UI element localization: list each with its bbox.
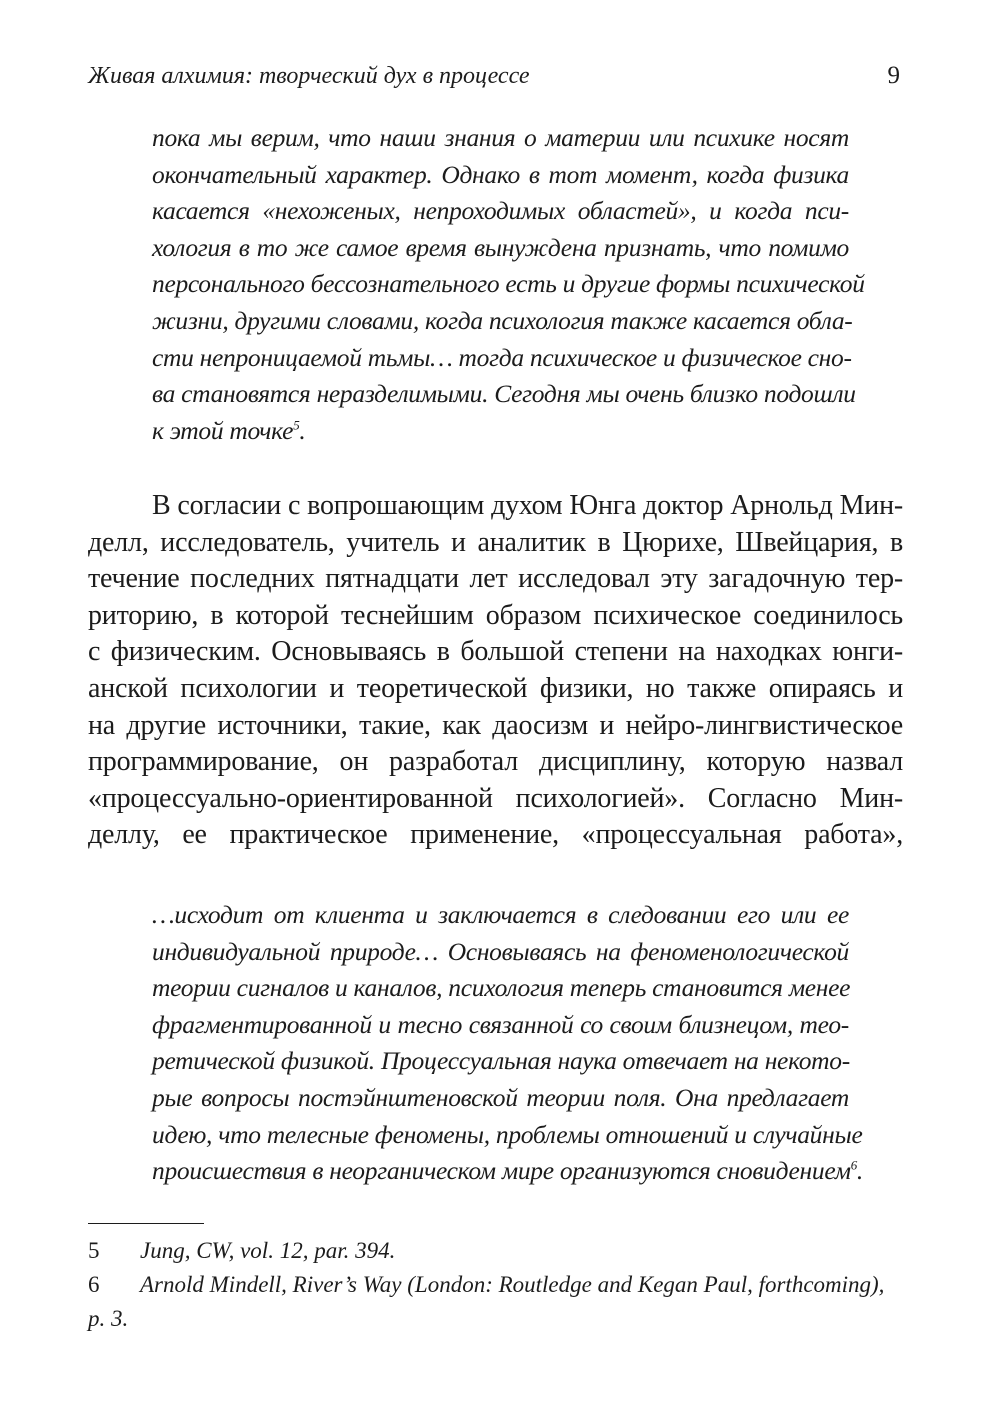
quote-line: идею, что телесные феномены, проблемы отношений и случайные xyxy=(152,1119,863,1149)
footnote-line xyxy=(88,1268,903,1302)
quote-line: окончательный характер. Однако в тот момент, когда физика xyxy=(152,159,849,189)
footnote-continuation: p. 3. xyxy=(88,1306,129,1331)
running-head xyxy=(88,58,908,94)
quote-line-text: к этой точке xyxy=(152,415,294,445)
quote-line: теории сигналов и каналов, психология теперь становится менее xyxy=(152,973,851,1003)
block-quote-jung xyxy=(152,120,865,449)
running-title: Живая алхимия: творческий дух в процессе xyxy=(88,63,530,89)
block-quote-mindell xyxy=(152,897,863,1190)
quote-line: рые вопросы постэйнштеновской теории поля. Она предлагает xyxy=(152,1082,849,1112)
quote-last-line xyxy=(152,413,849,450)
body-line: «процессуально-ориентированной психологией». Согласно Мин- xyxy=(88,782,903,814)
quote-line: касается «нехоженых, непроходимых областей», и когда пси- xyxy=(152,196,849,226)
quote-end-punct: . xyxy=(299,415,306,445)
quote-line: персонального бессознательного есть и другие формы психической xyxy=(152,269,865,299)
body-line: программирование, он разработал дисциплину, которую назвал xyxy=(88,746,903,778)
quote-line: фрагментированной и тесно связанной со своим близнецом, тео- xyxy=(152,1009,849,1039)
footnote-ref-5[interactable]: 5 xyxy=(293,417,300,433)
footnote-6 xyxy=(88,1268,903,1336)
quote-last-line xyxy=(152,1153,863,1190)
footnote-text: Jung, CW, vol. 12, par. 394. xyxy=(140,1238,396,1263)
body-line: течение последних пятнадцати лет исследовал эту загадочную тер- xyxy=(88,563,903,595)
footnotes xyxy=(88,1234,903,1336)
footnote-text: Arnold Mindell, River’s Way (London: Routledge and Kegan Paul, forthcoming), xyxy=(140,1272,885,1297)
quote-line: индивидуальной природе… Основываясь на феноменологической xyxy=(152,936,849,966)
footnote-number: 5 xyxy=(88,1238,100,1263)
body-line: деллу, ее практическое применение, «процессуальная работа», xyxy=(88,819,903,851)
body-line: с физическим. Основываясь в большой степени на находках юнги- xyxy=(88,636,903,668)
quote-line: хология в то же самое время вынуждена признать, что помимо xyxy=(152,232,849,262)
quote-line: …исходит от клиента и заключается в следовании его или ее xyxy=(152,900,849,929)
quote-line: ва становятся неразделимыми. Сегодня мы очень близко подошли xyxy=(152,379,856,409)
footnote-divider xyxy=(88,1223,204,1224)
body-line: риторию, в которой теснейшим образом психическое соединилось xyxy=(88,599,903,631)
quote-line: сти непроницаемой тьмы… тогда психическое и физическое сно- xyxy=(152,342,852,372)
quote-line: пока мы верим, что наши знания о материи или психике носят xyxy=(152,123,849,152)
body-line: на другие источники, такие, как даосизм и нейро-лингвистическое xyxy=(88,709,903,741)
body-line: анской психологии и теоретической физики, но также опираясь и xyxy=(88,672,903,704)
quote-line: ретической физикой. Процессуальная наука отвечает на некото- xyxy=(152,1046,850,1076)
footnote-line xyxy=(88,1234,903,1268)
page-number: 9 xyxy=(887,62,900,89)
body-paragraph xyxy=(88,488,903,854)
quote-line: жизни, другими словами, когда психология также касается обла- xyxy=(152,305,853,335)
footnote-number: 6 xyxy=(88,1272,100,1297)
footnote-ref-6[interactable]: 6 xyxy=(850,1157,857,1173)
quote-line-text: происшествия в неорганическом мире организуются сновидением xyxy=(152,1156,851,1186)
quote-end-punct: . xyxy=(856,1156,863,1186)
body-line: делл, исследователь, учитель и аналитик в Цюрихе, Швейцария, в xyxy=(88,526,903,558)
footnote-5 xyxy=(88,1234,903,1268)
body-line: В согласии с вопрошающим духом Юнга доктор Арнольд Мин- xyxy=(152,490,903,521)
